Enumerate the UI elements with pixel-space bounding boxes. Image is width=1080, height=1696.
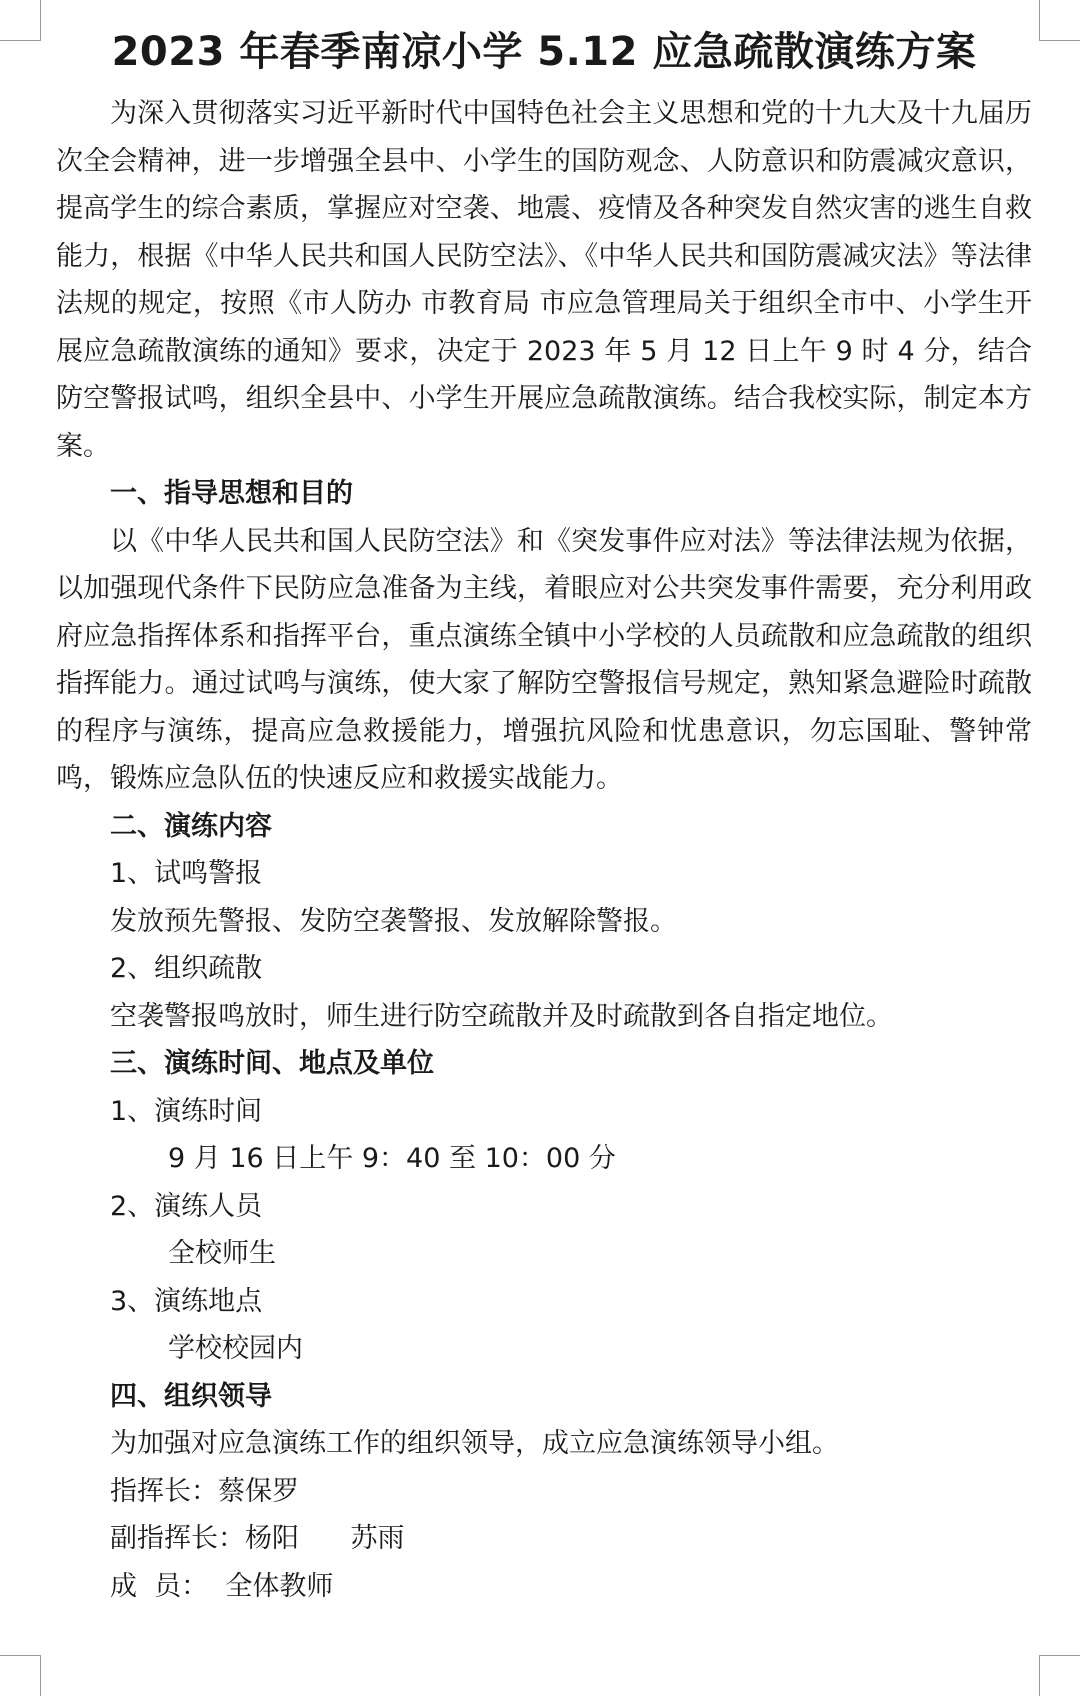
intro-paragraph: 为深入贯彻落实习近平新时代中国特色社会主义思想和党的十九大及十九届历次全会精神，进一步增强全县中、小学生的国防观念、人防意识和防震减灾意识，提高学生的综合素质，掌握应对空袭、地震、疫情及各种突发自然灾害的逃生自救能力，根据《中华人民共和国人民防空法》、《中华人民共和国防震减灾法》等法律法规的规定，按照《市人防办 市教育局 市应急管理局关于组织全市中、小学生开展应急疏散演练的通知》要求，决定于 2023 年 5 月 12 日上午 9 时 4 分，结合防空警报试鸣，组织全县中、小学生开展应急疏散演练。结合我校实际，制定本方案。 xyxy=(56,98,1032,462)
section-heading-drill-content: 二、演练内容 xyxy=(110,810,272,842)
item-label-drill-time: 1、演练时间 xyxy=(110,1095,263,1127)
section-heading-guiding-ideas: 一、指导思想和目的 xyxy=(110,478,353,509)
item-body-drill-time: 9 月 16 日上午 9：40 至 10：00 分 xyxy=(168,1143,616,1174)
document-page xyxy=(56,20,1032,1610)
deputy-commander-line: 副指挥长：杨阳 苏雨 xyxy=(110,1523,405,1554)
section-heading-time-place: 三、演练时间、地点及单位 xyxy=(110,1048,434,1079)
item-body-alarm-test: 发放预先警报、发防空袭警报、发放解除警报。 xyxy=(110,905,677,937)
commander-line: 指挥长：蔡保罗 xyxy=(110,1475,299,1507)
item-label-drill-location: 3、演练地点 xyxy=(110,1285,263,1317)
section-body-leadership: 为加强对应急演练工作的组织领导，成立应急演练领导小组。 xyxy=(110,1428,839,1459)
item-label-alarm-test: 1、试鸣警报 xyxy=(110,858,263,889)
item-body-drill-personnel: 全校师生 xyxy=(168,1238,276,1269)
page-corner-mark-top-left xyxy=(0,0,41,41)
page-corner-mark-bottom-left xyxy=(0,1655,41,1696)
section-body-guiding-ideas: 以《中华人民共和国人民防空法》和《突发事件应对法》等法律法规为依据，以加强现代条件下民防应急准备为主线，着眼应对公共突发事件需要，充分利用政府应急指挥体系和指挥平台，重点演练全镇中小学校的人员疏散和应急疏散的组织指挥能力。通过试鸣与演练，使大家了解防空警报信号规定，熟知紧急避险时疏散的程序与演练，提高应急救援能力，增强抗风险和忧患意识，勿忘国耻、警钟常鸣，锻炼应急队伍的快速反应和救援实战能力。 xyxy=(56,525,1032,794)
page-corner-mark-top-right xyxy=(1039,0,1080,41)
item-body-evacuation: 空袭警报鸣放时，师生进行防空疏散并及时疏散到各自指定地位。 xyxy=(110,1000,893,1032)
item-label-evacuation: 2、组织疏散 xyxy=(110,953,263,984)
section-heading-leadership: 四、组织领导 xyxy=(110,1380,272,1412)
item-body-drill-location: 学校校园内 xyxy=(168,1333,303,1364)
item-label-drill-personnel: 2、演练人员 xyxy=(110,1190,263,1222)
members-line: 成 员： 全体教师 xyxy=(110,1570,334,1602)
page-corner-mark-bottom-right xyxy=(1039,1655,1080,1696)
document-title: 2023 年春季南凉小学 5.12 应急疏散演练方案 xyxy=(111,29,977,75)
